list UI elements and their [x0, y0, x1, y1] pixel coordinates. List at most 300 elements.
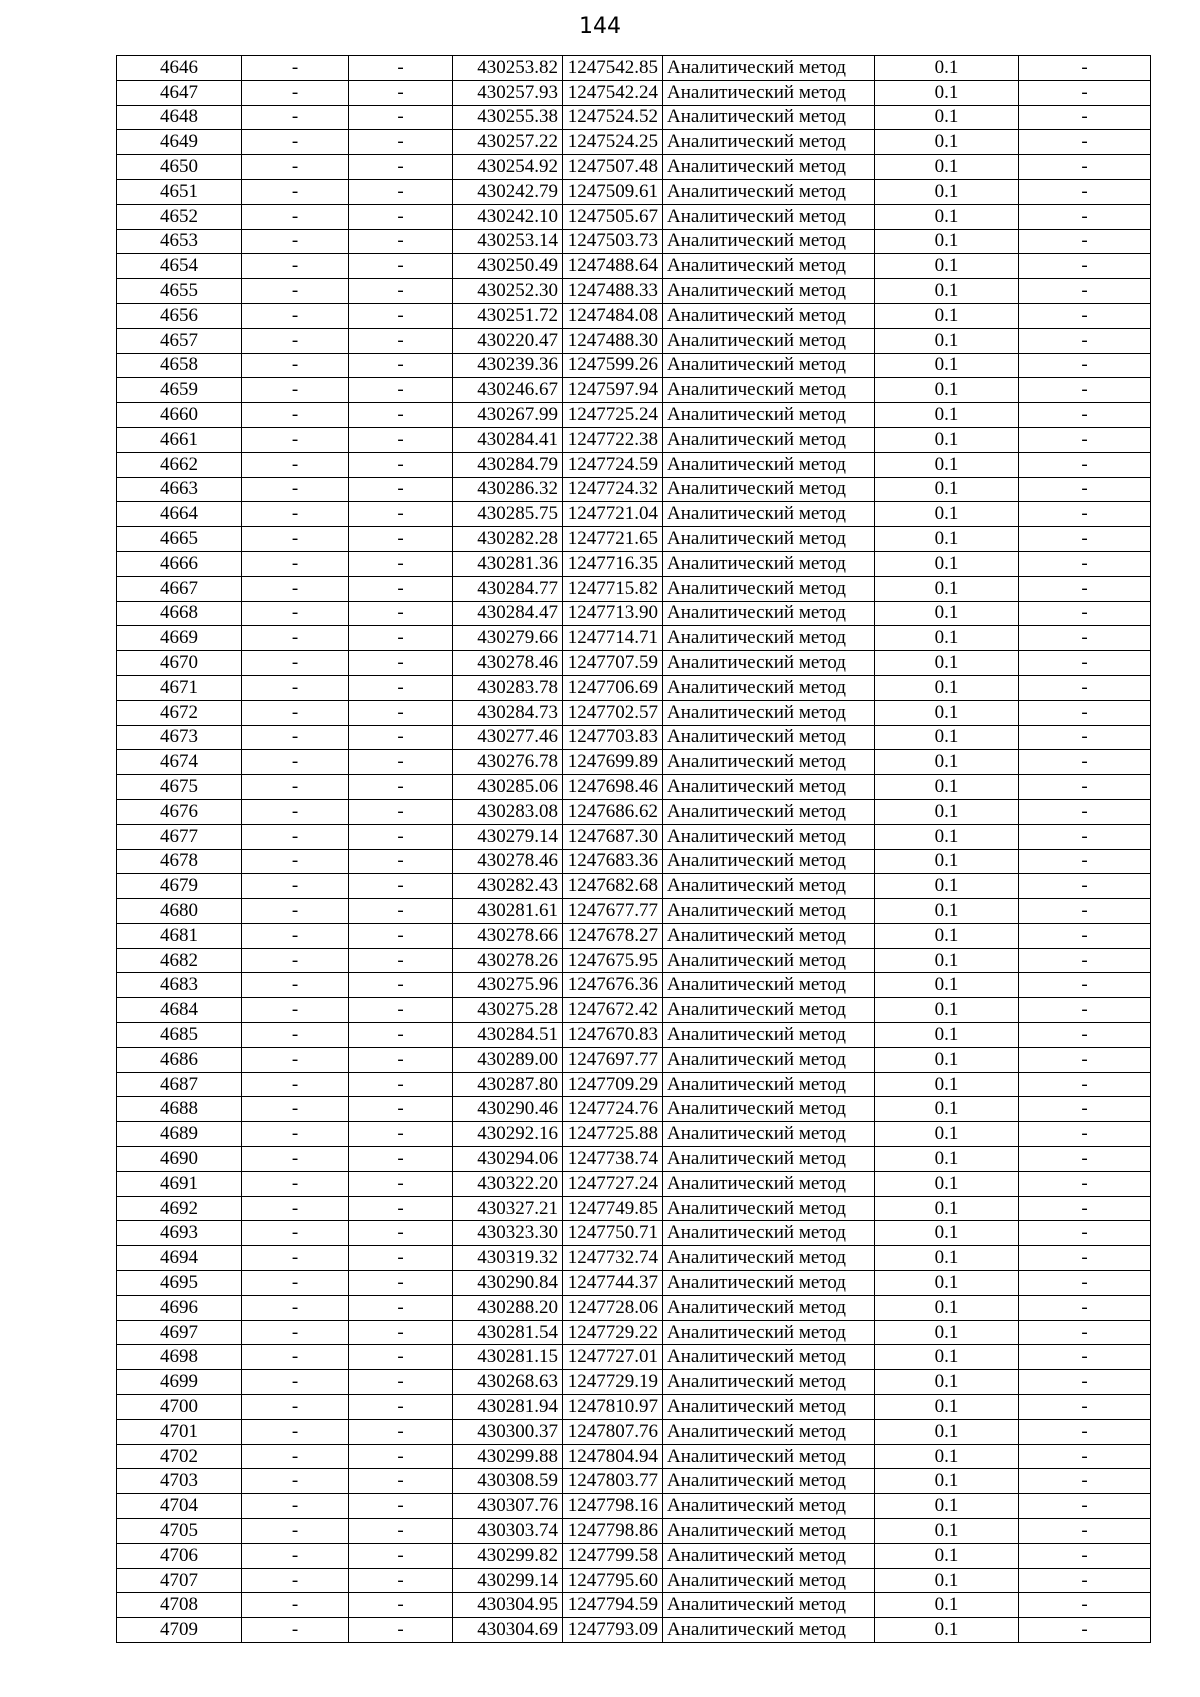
method-cell: Аналитический метод: [663, 1519, 875, 1544]
accuracy-cell: 0.1: [875, 1072, 1019, 1097]
x-coordinate-cell: 430257.22: [453, 130, 563, 155]
method-cell: Аналитический метод: [663, 601, 875, 626]
x-coordinate-cell: 430239.36: [453, 353, 563, 378]
method-cell: Аналитический метод: [663, 378, 875, 403]
method-cell: Аналитический метод: [663, 1295, 875, 1320]
point-number-cell: 4690: [117, 1147, 242, 1172]
point-number-cell: 4678: [117, 849, 242, 874]
table-row: [117, 923, 1151, 948]
table-row: [117, 56, 1151, 81]
x-coordinate-cell: 430281.54: [453, 1320, 563, 1345]
method-cell: Аналитический метод: [663, 130, 875, 155]
y-coordinate-cell: 1247807.76: [563, 1419, 663, 1444]
empty-cell: -: [242, 1395, 349, 1420]
accuracy-cell: 0.1: [875, 1469, 1019, 1494]
point-number-cell: 4706: [117, 1543, 242, 1568]
method-cell: Аналитический метод: [663, 1171, 875, 1196]
y-coordinate-cell: 1247744.37: [563, 1271, 663, 1296]
table-row: [117, 1122, 1151, 1147]
y-coordinate-cell: 1247707.59: [563, 651, 663, 676]
point-number-cell: 4691: [117, 1171, 242, 1196]
empty-cell: -: [349, 899, 453, 924]
table-body: [117, 56, 1151, 1643]
point-number-cell: 4702: [117, 1444, 242, 1469]
accuracy-cell: 0.1: [875, 1494, 1019, 1519]
table-row: [117, 1543, 1151, 1568]
y-coordinate-cell: 1247687.30: [563, 824, 663, 849]
x-coordinate-cell: 430246.67: [453, 378, 563, 403]
table-row: [117, 1444, 1151, 1469]
accuracy-cell: 0.1: [875, 130, 1019, 155]
method-cell: Аналитический метод: [663, 1395, 875, 1420]
empty-cell: -: [349, 1494, 453, 1519]
accuracy-cell: 0.1: [875, 923, 1019, 948]
empty-cell: -: [242, 626, 349, 651]
point-number-cell: 4652: [117, 204, 242, 229]
empty-cell: -: [242, 1469, 349, 1494]
method-cell: Аналитический метод: [663, 527, 875, 552]
empty-cell: -: [242, 155, 349, 180]
table-row: [117, 1047, 1151, 1072]
x-coordinate-cell: 430267.99: [453, 403, 563, 428]
x-coordinate-cell: 430276.78: [453, 750, 563, 775]
x-coordinate-cell: 430284.51: [453, 1023, 563, 1048]
point-number-cell: 4648: [117, 105, 242, 130]
method-cell: Аналитический метод: [663, 1345, 875, 1370]
empty-cell: -: [349, 1246, 453, 1271]
point-number-cell: 4666: [117, 551, 242, 576]
accuracy-cell: 0.1: [875, 700, 1019, 725]
x-coordinate-cell: 430284.73: [453, 700, 563, 725]
point-number-cell: 4662: [117, 452, 242, 477]
accuracy-cell: 0.1: [875, 775, 1019, 800]
accuracy-cell: 0.1: [875, 576, 1019, 601]
table-row: [117, 551, 1151, 576]
empty-cell: -: [242, 1370, 349, 1395]
empty-cell: -: [1019, 948, 1151, 973]
empty-cell: -: [242, 204, 349, 229]
accuracy-cell: 0.1: [875, 254, 1019, 279]
empty-cell: -: [349, 651, 453, 676]
y-coordinate-cell: 1247738.74: [563, 1147, 663, 1172]
table-row: [117, 1469, 1151, 1494]
empty-cell: -: [349, 1171, 453, 1196]
x-coordinate-cell: 430281.94: [453, 1395, 563, 1420]
method-cell: Аналитический метод: [663, 1543, 875, 1568]
x-coordinate-cell: 430268.63: [453, 1370, 563, 1395]
empty-cell: -: [242, 1023, 349, 1048]
method-cell: Аналитический метод: [663, 279, 875, 304]
empty-cell: -: [1019, 105, 1151, 130]
method-cell: Аналитический метод: [663, 1246, 875, 1271]
point-number-cell: 4687: [117, 1072, 242, 1097]
accuracy-cell: 0.1: [875, 1097, 1019, 1122]
y-coordinate-cell: 1247715.82: [563, 576, 663, 601]
point-number-cell: 4663: [117, 477, 242, 502]
x-coordinate-cell: 430281.15: [453, 1345, 563, 1370]
y-coordinate-cell: 1247793.09: [563, 1618, 663, 1643]
empty-cell: -: [242, 80, 349, 105]
empty-cell: -: [1019, 775, 1151, 800]
empty-cell: -: [349, 279, 453, 304]
empty-cell: -: [349, 155, 453, 180]
table-row: [117, 502, 1151, 527]
method-cell: Аналитический метод: [663, 576, 875, 601]
table-row: [117, 303, 1151, 328]
x-coordinate-cell: 430290.46: [453, 1097, 563, 1122]
empty-cell: -: [1019, 750, 1151, 775]
empty-cell: -: [349, 1345, 453, 1370]
x-coordinate-cell: 430285.06: [453, 775, 563, 800]
y-coordinate-cell: 1247799.58: [563, 1543, 663, 1568]
method-cell: Аналитический метод: [663, 1593, 875, 1618]
empty-cell: -: [242, 1072, 349, 1097]
empty-cell: -: [242, 1271, 349, 1296]
table-row: [117, 427, 1151, 452]
empty-cell: -: [349, 849, 453, 874]
x-coordinate-cell: 430319.32: [453, 1246, 563, 1271]
table-row: [117, 1395, 1151, 1420]
y-coordinate-cell: 1247721.65: [563, 527, 663, 552]
empty-cell: -: [1019, 1494, 1151, 1519]
table-row: [117, 279, 1151, 304]
x-coordinate-cell: 430242.79: [453, 179, 563, 204]
point-number-cell: 4699: [117, 1370, 242, 1395]
y-coordinate-cell: 1247729.22: [563, 1320, 663, 1345]
table-row: [117, 254, 1151, 279]
empty-cell: -: [349, 1047, 453, 1072]
point-number-cell: 4650: [117, 155, 242, 180]
empty-cell: -: [1019, 725, 1151, 750]
accuracy-cell: 0.1: [875, 403, 1019, 428]
y-coordinate-cell: 1247798.16: [563, 1494, 663, 1519]
table-row: [117, 1295, 1151, 1320]
table-row: [117, 1097, 1151, 1122]
y-coordinate-cell: 1247727.01: [563, 1345, 663, 1370]
y-coordinate-cell: 1247676.36: [563, 973, 663, 998]
empty-cell: -: [349, 353, 453, 378]
accuracy-cell: 0.1: [875, 601, 1019, 626]
point-number-cell: 4670: [117, 651, 242, 676]
empty-cell: -: [349, 1221, 453, 1246]
empty-cell: -: [242, 576, 349, 601]
empty-cell: -: [349, 551, 453, 576]
empty-cell: -: [349, 998, 453, 1023]
method-cell: Аналитический метод: [663, 1419, 875, 1444]
point-number-cell: 4693: [117, 1221, 242, 1246]
method-cell: Аналитический метод: [663, 725, 875, 750]
empty-cell: -: [242, 874, 349, 899]
accuracy-cell: 0.1: [875, 427, 1019, 452]
method-cell: Аналитический метод: [663, 179, 875, 204]
empty-cell: -: [242, 651, 349, 676]
accuracy-cell: 0.1: [875, 1147, 1019, 1172]
empty-cell: -: [1019, 1370, 1151, 1395]
method-cell: Аналитический метод: [663, 204, 875, 229]
x-coordinate-cell: 430294.06: [453, 1147, 563, 1172]
empty-cell: -: [242, 1097, 349, 1122]
empty-cell: -: [242, 427, 349, 452]
method-cell: Аналитический метод: [663, 56, 875, 81]
accuracy-cell: 0.1: [875, 1444, 1019, 1469]
accuracy-cell: 0.1: [875, 1320, 1019, 1345]
empty-cell: -: [1019, 700, 1151, 725]
page-number: 144: [579, 14, 621, 39]
empty-cell: -: [242, 775, 349, 800]
x-coordinate-cell: 430242.10: [453, 204, 563, 229]
accuracy-cell: 0.1: [875, 179, 1019, 204]
accuracy-cell: 0.1: [875, 1568, 1019, 1593]
y-coordinate-cell: 1247714.71: [563, 626, 663, 651]
y-coordinate-cell: 1247484.08: [563, 303, 663, 328]
method-cell: Аналитический метод: [663, 477, 875, 502]
method-cell: Аналитический метод: [663, 775, 875, 800]
point-number-cell: 4681: [117, 923, 242, 948]
empty-cell: -: [242, 403, 349, 428]
method-cell: Аналитический метод: [663, 750, 875, 775]
point-number-cell: 4659: [117, 378, 242, 403]
table-row: [117, 849, 1151, 874]
point-number-cell: 4694: [117, 1246, 242, 1271]
empty-cell: -: [242, 502, 349, 527]
y-coordinate-cell: 1247794.59: [563, 1593, 663, 1618]
point-number-cell: 4696: [117, 1295, 242, 1320]
empty-cell: -: [242, 1345, 349, 1370]
table-row: [117, 1072, 1151, 1097]
empty-cell: -: [1019, 849, 1151, 874]
empty-cell: -: [349, 403, 453, 428]
point-number-cell: 4661: [117, 427, 242, 452]
empty-cell: -: [1019, 675, 1151, 700]
empty-cell: -: [1019, 973, 1151, 998]
point-number-cell: 4707: [117, 1568, 242, 1593]
point-number-cell: 4664: [117, 502, 242, 527]
table-row: [117, 1271, 1151, 1296]
empty-cell: -: [349, 973, 453, 998]
empty-cell: -: [1019, 155, 1151, 180]
empty-cell: -: [1019, 1295, 1151, 1320]
y-coordinate-cell: 1247488.30: [563, 328, 663, 353]
x-coordinate-cell: 430284.47: [453, 601, 563, 626]
empty-cell: -: [349, 750, 453, 775]
y-coordinate-cell: 1247709.29: [563, 1072, 663, 1097]
x-coordinate-cell: 430322.20: [453, 1171, 563, 1196]
empty-cell: -: [349, 179, 453, 204]
method-cell: Аналитический метод: [663, 80, 875, 105]
table-row: [117, 477, 1151, 502]
empty-cell: -: [349, 527, 453, 552]
y-coordinate-cell: 1247699.89: [563, 750, 663, 775]
empty-cell: -: [1019, 1320, 1151, 1345]
accuracy-cell: 0.1: [875, 1395, 1019, 1420]
point-number-cell: 4673: [117, 725, 242, 750]
empty-cell: -: [242, 601, 349, 626]
point-number-cell: 4697: [117, 1320, 242, 1345]
empty-cell: -: [349, 502, 453, 527]
empty-cell: -: [1019, 1147, 1151, 1172]
accuracy-cell: 0.1: [875, 1295, 1019, 1320]
y-coordinate-cell: 1247488.33: [563, 279, 663, 304]
empty-cell: -: [242, 899, 349, 924]
empty-cell: -: [1019, 874, 1151, 899]
method-cell: Аналитический метод: [663, 998, 875, 1023]
empty-cell: -: [242, 1593, 349, 1618]
point-number-cell: 4669: [117, 626, 242, 651]
empty-cell: -: [1019, 1246, 1151, 1271]
empty-cell: -: [242, 1295, 349, 1320]
point-number-cell: 4653: [117, 229, 242, 254]
table-row: [117, 1147, 1151, 1172]
empty-cell: -: [242, 923, 349, 948]
empty-cell: -: [1019, 179, 1151, 204]
y-coordinate-cell: 1247509.61: [563, 179, 663, 204]
y-coordinate-cell: 1247670.83: [563, 1023, 663, 1048]
empty-cell: -: [242, 1519, 349, 1544]
y-coordinate-cell: 1247729.19: [563, 1370, 663, 1395]
empty-cell: -: [1019, 1221, 1151, 1246]
empty-cell: -: [349, 1097, 453, 1122]
empty-cell: -: [1019, 1469, 1151, 1494]
point-number-cell: 4672: [117, 700, 242, 725]
accuracy-cell: 0.1: [875, 725, 1019, 750]
y-coordinate-cell: 1247683.36: [563, 849, 663, 874]
method-cell: Аналитический метод: [663, 353, 875, 378]
x-coordinate-cell: 430290.84: [453, 1271, 563, 1296]
empty-cell: -: [349, 775, 453, 800]
table-row: [117, 1419, 1151, 1444]
method-cell: Аналитический метод: [663, 700, 875, 725]
empty-cell: -: [349, 874, 453, 899]
accuracy-cell: 0.1: [875, 1047, 1019, 1072]
accuracy-cell: 0.1: [875, 279, 1019, 304]
table-row: [117, 105, 1151, 130]
empty-cell: -: [349, 1395, 453, 1420]
empty-cell: -: [349, 576, 453, 601]
empty-cell: -: [242, 1122, 349, 1147]
method-cell: Аналитический метод: [663, 651, 875, 676]
point-number-cell: 4671: [117, 675, 242, 700]
empty-cell: -: [242, 1171, 349, 1196]
empty-cell: -: [349, 948, 453, 973]
empty-cell: -: [1019, 1196, 1151, 1221]
empty-cell: -: [1019, 1271, 1151, 1296]
x-coordinate-cell: 430253.14: [453, 229, 563, 254]
empty-cell: -: [349, 1593, 453, 1618]
empty-cell: -: [1019, 527, 1151, 552]
empty-cell: -: [1019, 899, 1151, 924]
empty-cell: -: [349, 1072, 453, 1097]
y-coordinate-cell: 1247732.74: [563, 1246, 663, 1271]
empty-cell: -: [242, 1419, 349, 1444]
table-row: [117, 403, 1151, 428]
empty-cell: -: [1019, 1171, 1151, 1196]
empty-cell: -: [242, 1320, 349, 1345]
point-number-cell: 4689: [117, 1122, 242, 1147]
x-coordinate-cell: 430304.69: [453, 1618, 563, 1643]
point-number-cell: 4674: [117, 750, 242, 775]
empty-cell: -: [349, 1419, 453, 1444]
empty-cell: -: [1019, 403, 1151, 428]
table-row: [117, 204, 1151, 229]
x-coordinate-cell: 430220.47: [453, 328, 563, 353]
table-row: [117, 1345, 1151, 1370]
point-number-cell: 4651: [117, 179, 242, 204]
point-number-cell: 4682: [117, 948, 242, 973]
empty-cell: -: [1019, 477, 1151, 502]
accuracy-cell: 0.1: [875, 1271, 1019, 1296]
empty-cell: -: [1019, 1593, 1151, 1618]
point-number-cell: 4680: [117, 899, 242, 924]
empty-cell: -: [242, 1494, 349, 1519]
method-cell: Аналитический метод: [663, 1568, 875, 1593]
x-coordinate-cell: 430250.49: [453, 254, 563, 279]
accuracy-cell: 0.1: [875, 998, 1019, 1023]
x-coordinate-cell: 430299.88: [453, 1444, 563, 1469]
x-coordinate-cell: 430300.37: [453, 1419, 563, 1444]
table-row: [117, 626, 1151, 651]
accuracy-cell: 0.1: [875, 899, 1019, 924]
point-number-cell: 4656: [117, 303, 242, 328]
accuracy-cell: 0.1: [875, 105, 1019, 130]
method-cell: Аналитический метод: [663, 849, 875, 874]
empty-cell: -: [242, 254, 349, 279]
empty-cell: -: [1019, 1543, 1151, 1568]
empty-cell: -: [242, 179, 349, 204]
x-coordinate-cell: 430299.82: [453, 1543, 563, 1568]
empty-cell: -: [1019, 502, 1151, 527]
x-coordinate-cell: 430299.14: [453, 1568, 563, 1593]
empty-cell: -: [1019, 353, 1151, 378]
x-coordinate-cell: 430283.08: [453, 799, 563, 824]
x-coordinate-cell: 430275.28: [453, 998, 563, 1023]
table-row: [117, 1618, 1151, 1643]
accuracy-cell: 0.1: [875, 1196, 1019, 1221]
x-coordinate-cell: 430292.16: [453, 1122, 563, 1147]
empty-cell: -: [1019, 130, 1151, 155]
y-coordinate-cell: 1247597.94: [563, 378, 663, 403]
accuracy-cell: 0.1: [875, 1023, 1019, 1048]
empty-cell: -: [1019, 1097, 1151, 1122]
accuracy-cell: 0.1: [875, 80, 1019, 105]
point-number-cell: 4708: [117, 1593, 242, 1618]
table-row: [117, 651, 1151, 676]
x-coordinate-cell: 430323.30: [453, 1221, 563, 1246]
method-cell: Аналитический метод: [663, 155, 875, 180]
empty-cell: -: [242, 1568, 349, 1593]
method-cell: Аналитический метод: [663, 799, 875, 824]
y-coordinate-cell: 1247728.06: [563, 1295, 663, 1320]
empty-cell: -: [349, 1543, 453, 1568]
y-coordinate-cell: 1247542.24: [563, 80, 663, 105]
accuracy-cell: 0.1: [875, 1122, 1019, 1147]
empty-cell: -: [349, 1370, 453, 1395]
empty-cell: -: [349, 1519, 453, 1544]
x-coordinate-cell: 430275.96: [453, 973, 563, 998]
empty-cell: -: [349, 105, 453, 130]
empty-cell: -: [242, 750, 349, 775]
accuracy-cell: 0.1: [875, 155, 1019, 180]
empty-cell: -: [242, 973, 349, 998]
y-coordinate-cell: 1247725.24: [563, 403, 663, 428]
x-coordinate-cell: 430286.32: [453, 477, 563, 502]
empty-cell: -: [1019, 601, 1151, 626]
empty-cell: -: [242, 303, 349, 328]
empty-cell: -: [349, 799, 453, 824]
empty-cell: -: [349, 1122, 453, 1147]
table-row: [117, 1370, 1151, 1395]
empty-cell: -: [242, 527, 349, 552]
x-coordinate-cell: 430278.26: [453, 948, 563, 973]
